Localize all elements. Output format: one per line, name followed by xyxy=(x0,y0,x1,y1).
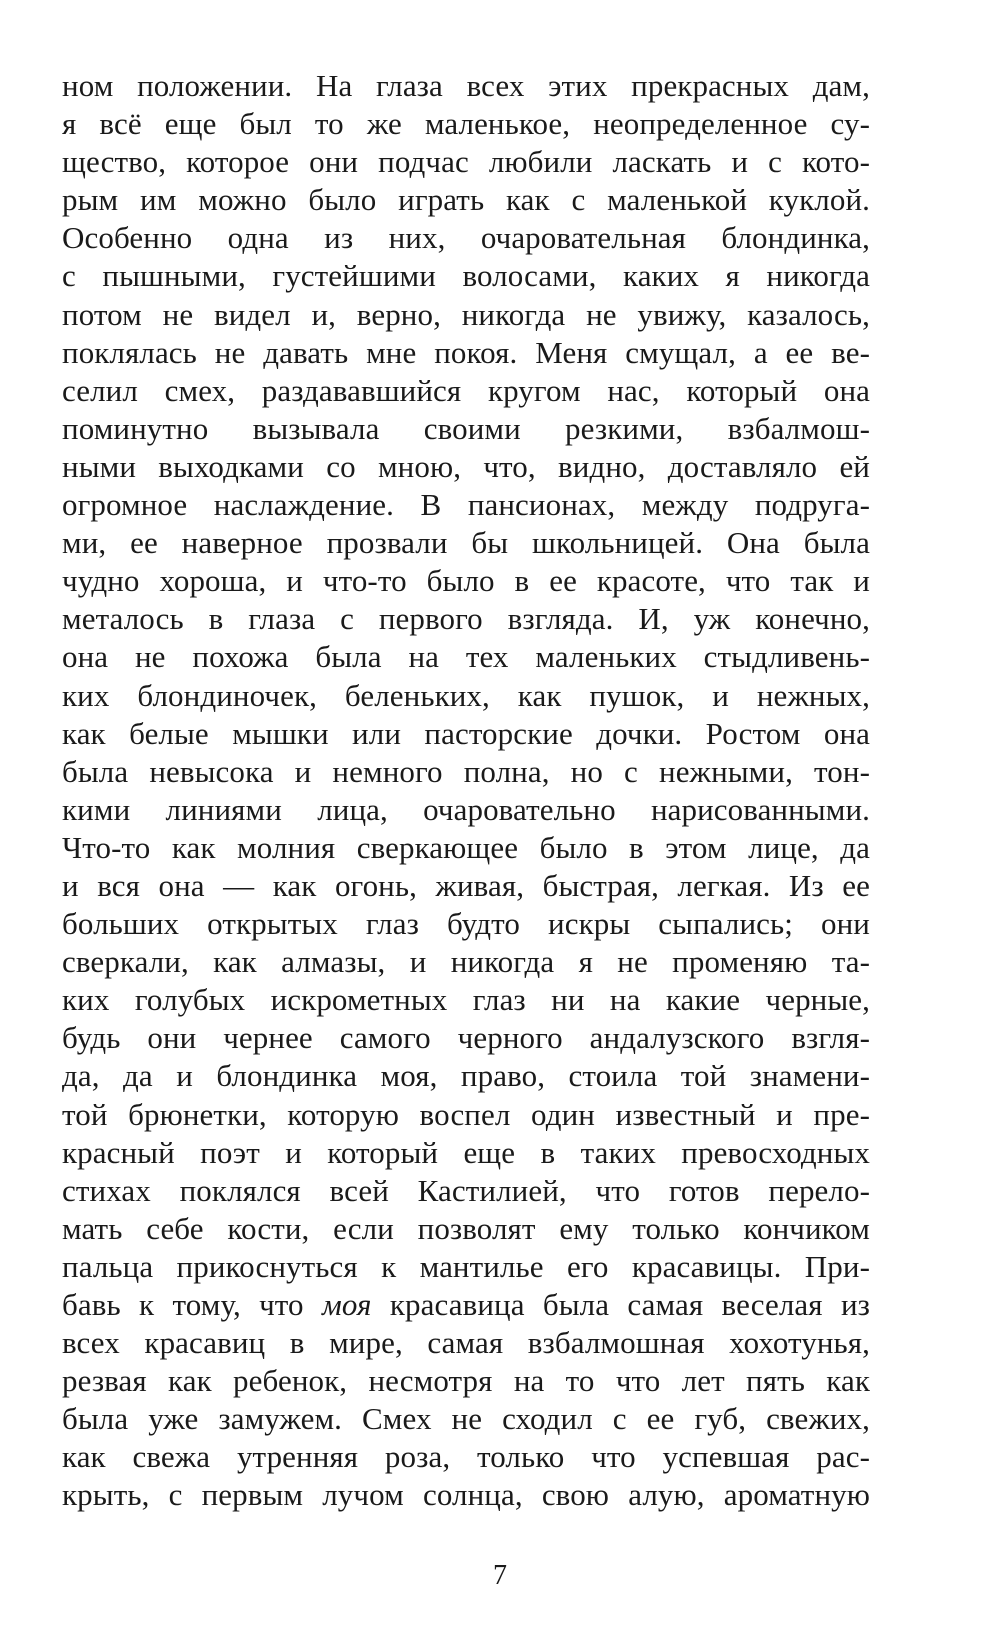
text-line: селил смех, раздававшийся кругом нас, который она xyxy=(62,372,870,408)
text-line: с пышными, густейшими волосами, каких я никогда xyxy=(62,258,870,294)
body-text xyxy=(62,67,870,1515)
text-line: ном положении. На глаза всех этих прекрасных дам, xyxy=(62,68,870,103)
text-line: резвая как ребенок, несмотря на то что лет пять как xyxy=(62,1363,870,1399)
text-line: рым им можно было играть как с маленькой куклой. xyxy=(62,182,870,218)
text-line: щество, которое они подчас любили ласкать и с кото- xyxy=(62,144,870,180)
text-line: Особенно одна из них, очаровательная блондинка, xyxy=(62,220,870,256)
text-line: больших открытых глаз будто искры сыпались; они xyxy=(62,906,870,942)
emphasis: моя xyxy=(321,1287,372,1322)
text-line: чудно хороша, и что-то было в ее красоте, что так и xyxy=(62,563,870,599)
text-line: да, да и блондинка моя, право, стоила той знамени- xyxy=(62,1058,870,1094)
text-line: поклялась не давать мне покоя. Меня смущал, а ее ве- xyxy=(62,334,870,370)
text-line: поминутно вызывала своими резкими, взбалмош- xyxy=(62,410,870,446)
text-line: была невысока и немного полна, но с нежными, тон- xyxy=(62,753,870,789)
text-line: крыть, с первым лучом солнца, свою алую, ароматную xyxy=(62,1477,870,1513)
text-line: той брюнетки, которую воспел один известный и пре- xyxy=(62,1096,870,1132)
text-line: как свежа утренняя роза, только что успевшая рас- xyxy=(62,1439,870,1475)
text-line: кими линиями лица, очаровательно нарисованными. xyxy=(62,791,870,827)
page-number: 7 xyxy=(493,1560,507,1591)
text-line: как белые мышки или пасторские дочки. Ростом она xyxy=(62,715,870,751)
text-line: она не похожа была на тех маленьких стыдливень- xyxy=(62,639,870,675)
text-line: всех красавиц в мире, самая взбалмошная хохотунья, xyxy=(62,1325,870,1361)
text-line: Что-то как молния сверкающее было в этом лице, да xyxy=(62,829,870,865)
text-line: металось в глаза с первого взгляда. И, уж конечно, xyxy=(62,601,870,637)
text-line: ких блондиночек, беленьких, как пушок, и нежных, xyxy=(62,677,870,713)
text-line: будь они чернее самого черного андалузского взгля- xyxy=(62,1020,870,1056)
text-line: мать себе кости, если позволят ему только кончиком xyxy=(62,1210,870,1246)
text-line: была уже замужем. Смех не сходил с ее губ, свежих, xyxy=(62,1401,870,1437)
text-line: ми, ее наверное прозвали бы школьницей. Она была xyxy=(62,525,870,561)
text-line: и вся она — как огонь, живая, быстрая, легкая. Из ее xyxy=(62,867,870,903)
text-line: красный поэт и который еще в таких превосходных xyxy=(62,1134,870,1170)
text-line: огромное наслаждение. В пансионах, между подруга- xyxy=(62,487,870,523)
text-line: ких голубых искрометных глаз ни на какие черные, xyxy=(62,982,870,1018)
text-line: пальца прикоснуться к мантилье его красавицы. При- xyxy=(62,1248,870,1284)
text-line: сверкали, как алмазы, и никогда я не променяю та- xyxy=(62,944,870,980)
text-line: ными выходками со мною, что, видно, доставляло ей xyxy=(62,448,870,484)
text-line: бавь к тому, что моя красавица была самая веселая из xyxy=(62,1287,870,1322)
text-line: я всё еще был то же маленькое, неопределенное су- xyxy=(62,106,870,142)
text-line: стихах поклялся всей Кастилией, что готов перело- xyxy=(62,1172,870,1208)
text-line: потом не видел и, верно, никогда не увижу, казалось, xyxy=(62,296,870,332)
